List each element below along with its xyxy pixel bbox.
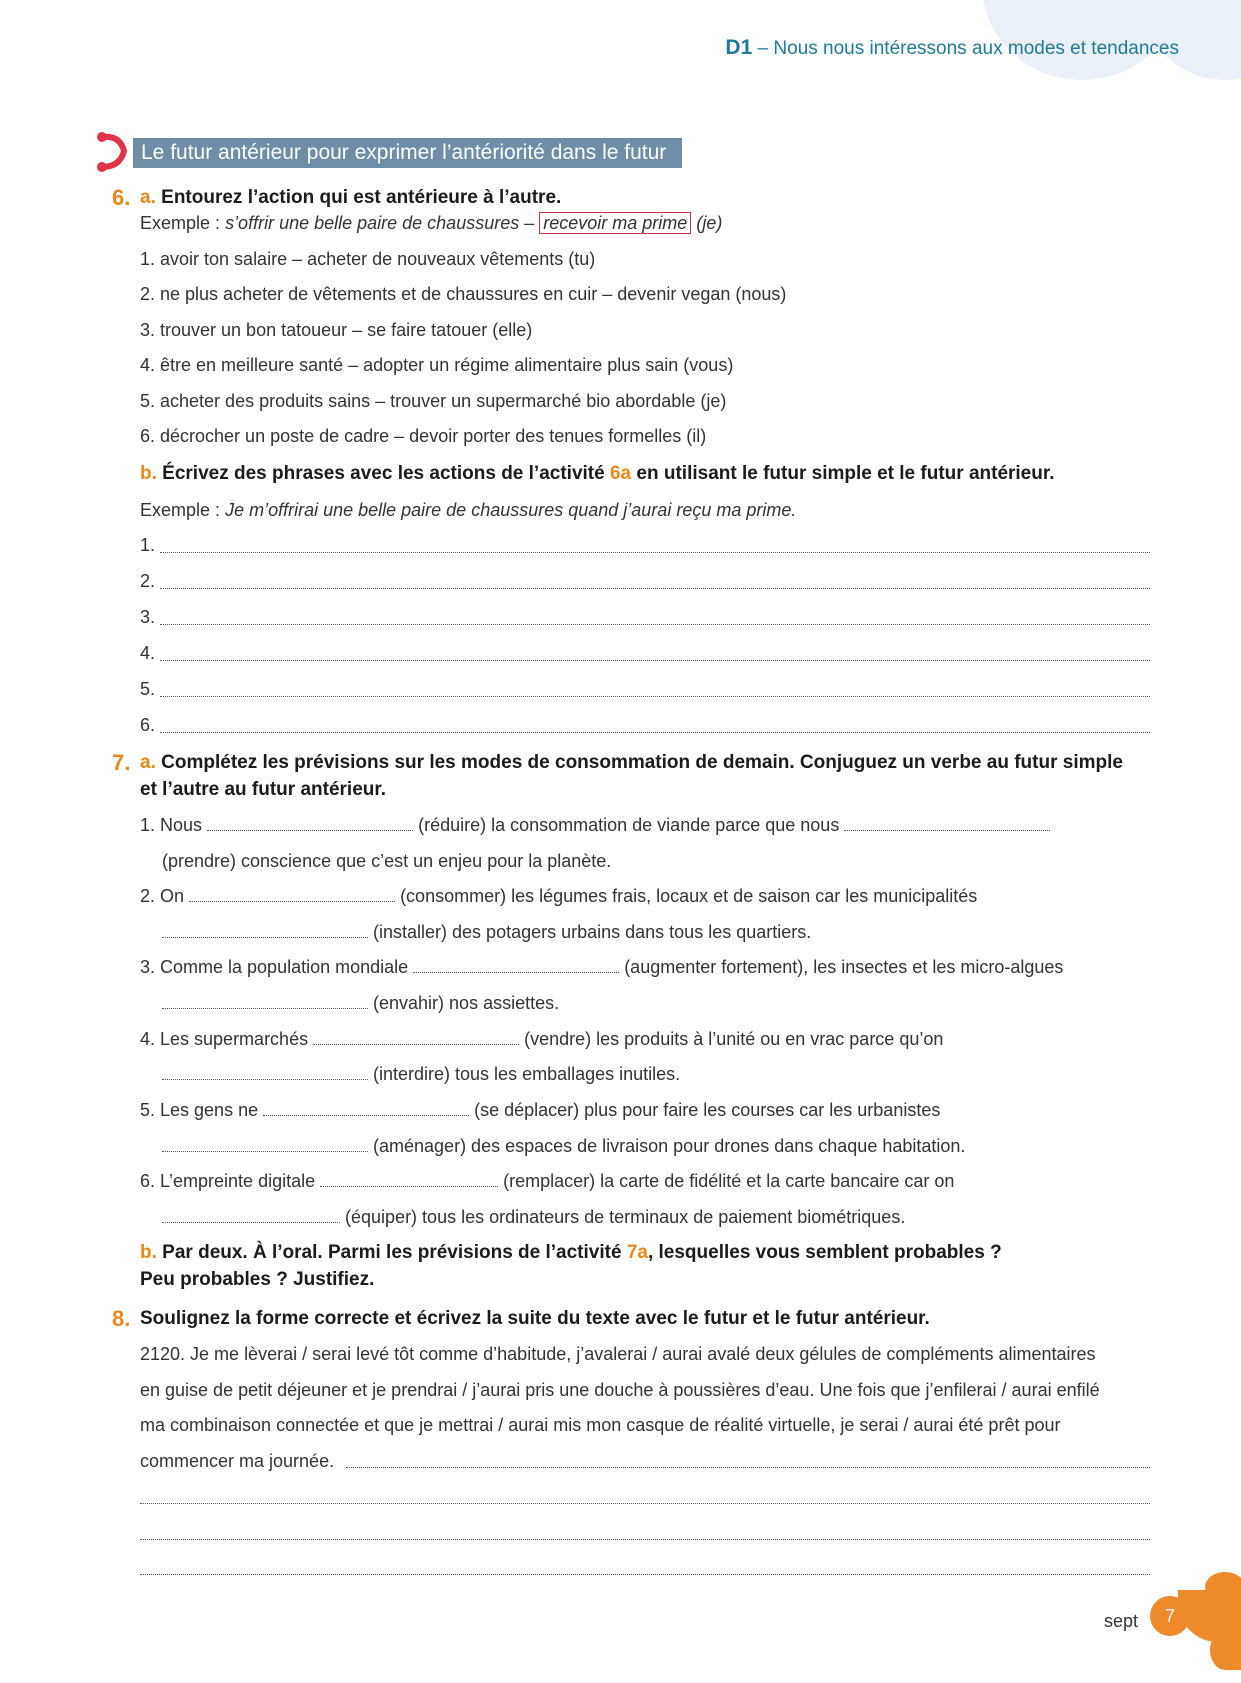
answer-line-number: 2. xyxy=(140,571,156,591)
blank-field[interactable] xyxy=(844,816,1050,831)
blank-field[interactable] xyxy=(263,1101,469,1116)
example-subject: (je) xyxy=(696,213,723,233)
item-text: 1. Nous xyxy=(140,815,203,835)
exercise-6a-item: 5. acheter des produits sains – trouver un supermarché bio abordable (je) xyxy=(140,391,727,411)
answer-line[interactable] xyxy=(160,732,1150,733)
blank-field[interactable] xyxy=(162,923,368,938)
exercise-7a-item-3 xyxy=(140,957,1063,978)
exercise-7a-item-6-cont xyxy=(162,1207,905,1228)
blank-field[interactable] xyxy=(413,958,619,973)
page-header xyxy=(725,36,1179,60)
answer-line[interactable] xyxy=(140,1539,1150,1540)
example-label: Exemple : xyxy=(140,213,221,233)
answer-line[interactable] xyxy=(346,1467,1150,1468)
exercise-8-text-line: commencer ma journée. xyxy=(140,1451,335,1471)
item-text: (consommer) les légumes frais, locaux et de saison car les municipalités xyxy=(400,886,978,906)
exercise-7a-item-2-cont xyxy=(162,922,811,943)
exercise-7a-instruction xyxy=(140,752,1123,774)
answer-line[interactable] xyxy=(160,696,1150,697)
subpart-letter: a. xyxy=(140,187,156,208)
exercise-number-6: 6. xyxy=(112,185,131,210)
answer-line[interactable] xyxy=(160,660,1150,661)
exercise-8-text-line: 2120. Je me lèverai / serai levé tôt comme d’habitude, j’avalerai / aurai avalé deux gélules de compléments alimentaires xyxy=(140,1344,1096,1364)
page-number: 7 xyxy=(1150,1596,1190,1636)
exercise-7a-item-2 xyxy=(140,886,977,907)
exercise-7a-item-1-cont: (prendre) conscience que c’est un enjeu pour la planète. xyxy=(162,851,612,871)
exercise-8-text-line: ma combinaison connectée et que je mettrai / aurai mis mon casque de réalité virtuelle, je serai / aurai été prêt pour xyxy=(140,1415,1061,1435)
exercise-6a-instruction xyxy=(140,187,561,209)
answer-line[interactable] xyxy=(160,552,1150,553)
item-text: (aménager) des espaces de livraison pour drones dans chaque habitation. xyxy=(373,1136,966,1156)
exercise-7a-item-5 xyxy=(140,1100,940,1121)
decorative-blob xyxy=(1205,1572,1241,1602)
activity-reference: 7a xyxy=(626,1242,648,1263)
item-text: (se déplacer) plus pour faire les courses car les urbanistes xyxy=(474,1100,941,1120)
item-text: (envahir) nos assiettes. xyxy=(373,993,560,1013)
answer-line-number: 4. xyxy=(140,643,156,663)
exercise-7b-instruction-line2: Peu probables ? Justifiez. xyxy=(140,1269,375,1290)
item-text: (vendre) les produits à l’unité ou en vrac parce qu’on xyxy=(524,1029,944,1049)
exercise-number-8: 8. xyxy=(112,1306,131,1331)
blank-field[interactable] xyxy=(162,1137,368,1152)
blank-field[interactable] xyxy=(162,1065,368,1080)
exercise-6a-example xyxy=(140,213,722,234)
unit-code: D1 xyxy=(725,36,753,59)
answer-line[interactable] xyxy=(160,588,1150,589)
answer-line[interactable] xyxy=(140,1574,1150,1575)
blank-field[interactable] xyxy=(162,1208,340,1223)
instruction-text: Complétez les prévisions sur les modes de consommation de demain. Conjuguez un verbe au futur simple xyxy=(161,752,1123,773)
answer-line-number: 1. xyxy=(140,535,156,555)
instruction-text: Entourez l’action qui est antérieure à l’autre. xyxy=(161,187,562,208)
page-word: sept xyxy=(1104,1611,1139,1631)
example-text: s’offrir une belle paire de chaussures – xyxy=(225,213,535,233)
example-text: Je m’offrirai une belle paire de chaussures quand j’aurai reçu ma prime. xyxy=(225,500,797,520)
section-title: Le futur antérieur pour exprimer l’antériorité dans le futur xyxy=(133,138,682,168)
instruction-text: , lesquelles vous semblent probables ? xyxy=(647,1242,1002,1263)
answer-line-number: 3. xyxy=(140,607,156,627)
exercise-7a-item-3-cont xyxy=(162,993,559,1014)
exercise-7a-item-4-cont xyxy=(162,1064,680,1085)
instruction-text: Par deux. À l’oral. Parmi les prévisions de l’activité xyxy=(162,1242,622,1263)
item-text: (interdire) tous les emballages inutiles. xyxy=(373,1064,681,1084)
blank-field[interactable] xyxy=(313,1030,519,1045)
example-circled-action: recevoir ma prime xyxy=(539,212,691,234)
subpart-letter: a. xyxy=(140,752,156,773)
activity-reference: 6a xyxy=(609,463,632,484)
exercise-7a-item-4 xyxy=(140,1029,943,1050)
decorative-blob xyxy=(1210,1630,1241,1670)
blank-field[interactable] xyxy=(207,816,413,831)
exercise-6a-item: 4. être en meilleure santé – adopter un régime alimentaire plus sain (vous) xyxy=(140,355,734,375)
instruction-text: en utilisant le futur simple et le futur antérieur. xyxy=(636,463,1055,484)
exercise-7a-item-1 xyxy=(140,815,1050,836)
subpart-letter: b. xyxy=(140,1242,157,1263)
exercise-8-instruction: Soulignez la forme correcte et écrivez la suite du texte avec le futur et le futur antérieur. xyxy=(140,1308,930,1329)
item-text: (augmenter fortement), les insectes et les micro-algues xyxy=(624,957,1064,977)
item-text: 2. On xyxy=(140,886,185,906)
item-text: (équiper) tous les ordinateurs de terminaux de paiement biométriques. xyxy=(345,1207,906,1227)
exercise-7a-item-5-cont xyxy=(162,1136,965,1157)
exercise-6a-item: 6. décrocher un poste de cadre – devoir porter des tenues formelles (il) xyxy=(140,426,707,446)
item-text: (installer) des potagers urbains dans tous les quartiers. xyxy=(373,922,812,942)
exercise-6b-instruction xyxy=(140,463,1054,485)
item-text: 6. L’empreinte digitale xyxy=(140,1171,316,1191)
instruction-text: Écrivez des phrases avec les actions de l’activité xyxy=(162,463,605,484)
exercise-7b-instruction xyxy=(140,1242,1002,1264)
blank-field[interactable] xyxy=(162,994,368,1009)
answer-line[interactable] xyxy=(160,624,1150,625)
item-text: 4. Les supermarchés xyxy=(140,1029,309,1049)
unit-title: – Nous nous intéressons aux modes et tendances xyxy=(757,38,1179,59)
answer-line-number: 6. xyxy=(140,715,156,735)
blank-field[interactable] xyxy=(189,887,395,902)
subpart-letter: b. xyxy=(140,463,157,484)
blank-field[interactable] xyxy=(320,1172,498,1187)
answer-line[interactable] xyxy=(140,1503,1150,1504)
exercise-7a-item-6 xyxy=(140,1171,954,1192)
exercise-6b-example xyxy=(140,500,796,521)
exercise-6a-item: 1. avoir ton salaire – acheter de nouveaux vêtements (tu) xyxy=(140,249,596,269)
item-text: (réduire) la consommation de viande parce que nous xyxy=(418,815,840,835)
exercise-6a-item: 2. ne plus acheter de vêtements et de chaussures en cuir – devenir vegan (nous) xyxy=(140,284,787,304)
item-text: 5. Les gens ne xyxy=(140,1100,259,1120)
exercise-8-text-line: en guise de petit déjeuner et je prendrai / j’aurai pris une douche à poussières d’eau. Une fois que j’enfilerai / aurai enfilé xyxy=(140,1380,1100,1400)
section-marker-icon xyxy=(96,131,130,173)
example-label: Exemple : xyxy=(140,500,221,520)
item-text: 3. Comme la population mondiale xyxy=(140,957,409,977)
exercise-7a-instruction-line2: et l’autre au futur antérieur. xyxy=(140,779,386,800)
exercise-6a-item: 3. trouver un bon tatoueur – se faire tatouer (elle) xyxy=(140,320,533,340)
answer-line-number: 5. xyxy=(140,679,156,699)
item-text: (remplacer) la carte de fidélité et la carte bancaire car on xyxy=(503,1171,955,1191)
exercise-number-7: 7. xyxy=(112,750,131,775)
